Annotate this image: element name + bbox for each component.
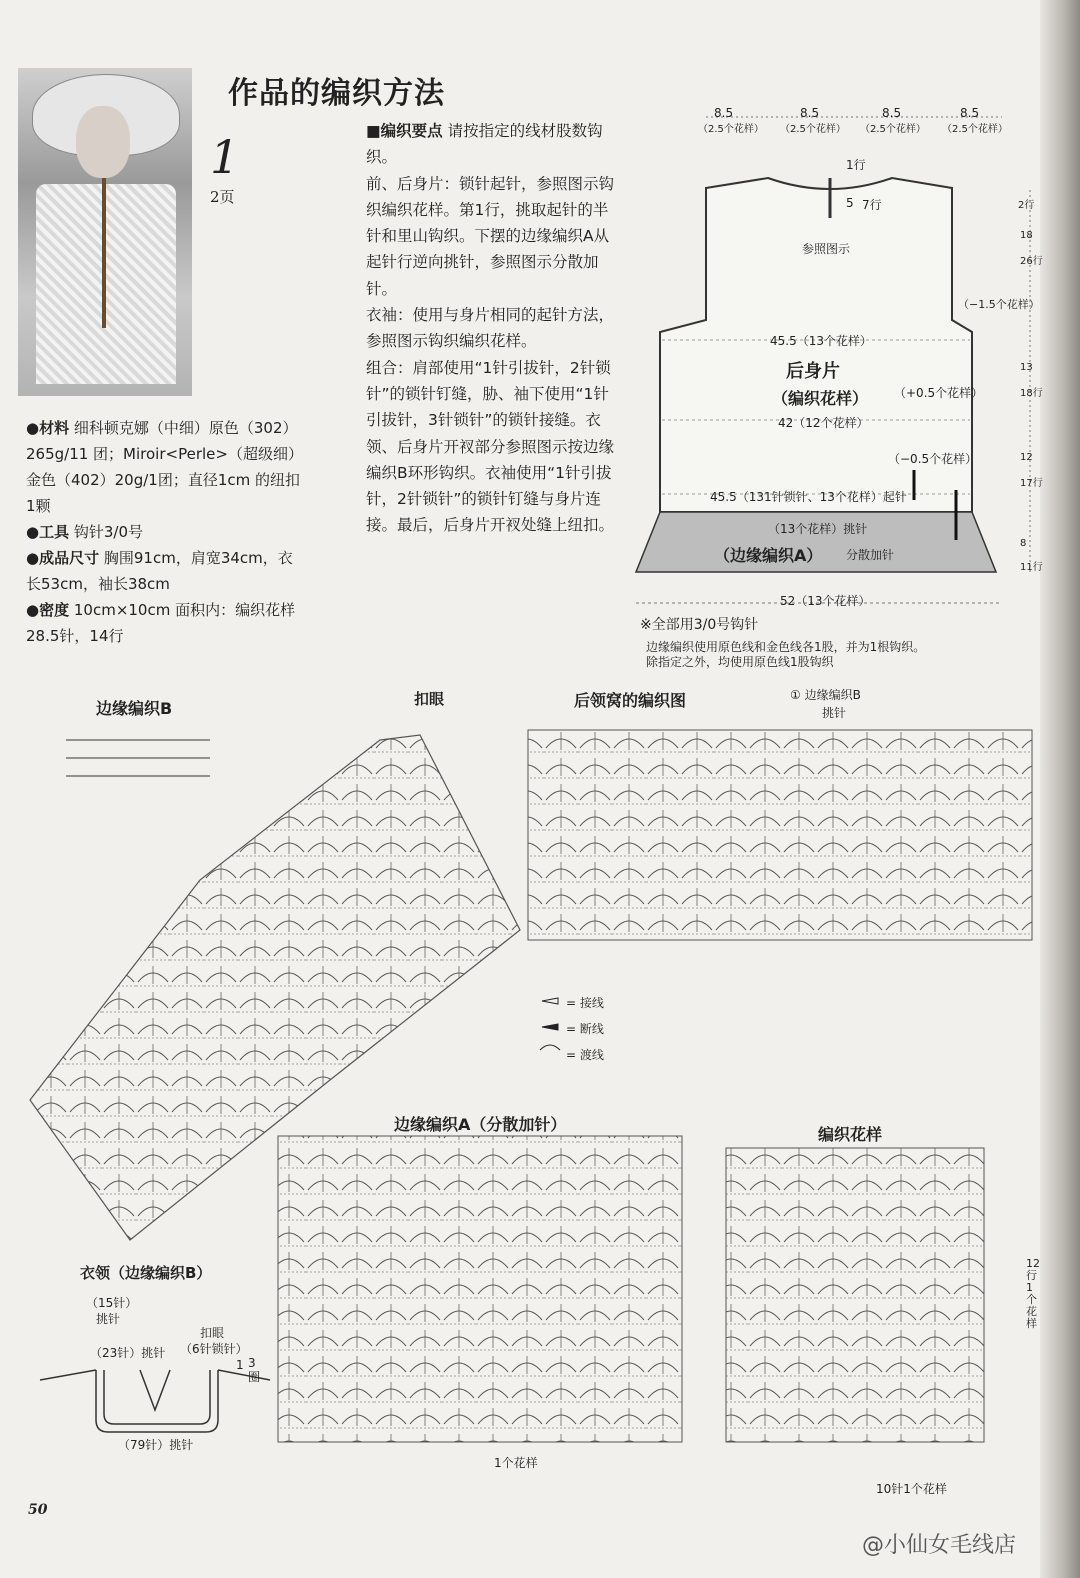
buttonhole-title: 扣眼 <box>414 690 445 708</box>
dim-sub-1: （2.5个花样） <box>698 124 764 135</box>
back-body-title: 后身片 <box>786 361 840 382</box>
collar-buttonhole: 扣眼 <box>200 1326 225 1340</box>
right-8: 17行 <box>1020 478 1043 489</box>
slit-1: 1行 <box>846 158 866 172</box>
edge-a-label: （边缘编织A） <box>714 546 823 565</box>
note-hook: ※全部用3/0号钩针 <box>640 617 759 633</box>
right-10: 11行 <box>1020 562 1043 573</box>
right-2: 18 <box>1020 230 1033 241</box>
width-4: （13个花样）挑针 <box>768 522 868 536</box>
pick-label: ① 边缘编织B <box>790 688 861 702</box>
gauge-label: ●密度 <box>26 601 70 619</box>
points-label: ■编织要点 <box>366 122 443 140</box>
collar-rounds-3: 3 <box>248 1356 256 1370</box>
back-body-subtitle: （编织花样） <box>772 389 869 408</box>
page-title: 作品的编织方法 <box>228 76 445 111</box>
dim-top-3: 8.5 <box>882 106 902 120</box>
page-ref: 2页 <box>210 188 235 206</box>
collar-23: （23针）挑针 <box>90 1346 166 1360</box>
pattern-title: 编织花样 <box>818 1125 883 1144</box>
tools-text: 钩针3/0号 <box>73 523 144 541</box>
right-3: 26行 <box>1020 256 1043 267</box>
slit-5: 5 <box>846 196 854 210</box>
collar-rounds-1: 1 <box>236 1358 244 1372</box>
materials-text: 细科顿克娜（中细）原色（302）265g/11 团；Miroir<Perle>（超级细）金色（402）20g/1团；直径1cm 的纽扣1颗 <box>26 419 303 515</box>
dim-sub-4: （2.5个花样） <box>942 124 1008 135</box>
dim-top-2: 8.5 <box>800 106 820 120</box>
legend-symbols <box>540 998 560 1050</box>
collar-title: 衣领（边缘编织B） <box>80 1264 212 1282</box>
points-sleeve: 衣袖：使用与身片相同的起针方法，参照图示钩织编织花样。 <box>366 306 615 351</box>
width-5: 52（13个花样） <box>780 594 871 608</box>
edge-b-chart <box>66 740 210 776</box>
page-number: 50 <box>28 1502 48 1518</box>
collar-6ch: （6针锁针） <box>180 1342 248 1356</box>
watermark: @小仙女毛线店 <box>862 1533 1017 1558</box>
repeat-1: 1个花样 <box>494 1456 538 1470</box>
size-text: 胸围91cm，肩宽34cm，衣长53cm，袖长38cm <box>26 549 293 593</box>
pattern-chart <box>726 1148 984 1442</box>
right-7: 12 <box>1020 452 1033 463</box>
legend-carry: = 渡线 <box>566 1048 604 1062</box>
right-1: 2行 <box>1018 200 1035 211</box>
ref-text: 参照图示 <box>802 242 851 256</box>
dim-sub-2: （2.5个花样） <box>780 124 846 135</box>
gauge-text: 10cm×10cm 面积内：编织花样28.5针，14行 <box>26 601 296 645</box>
edge-b-title: 边缘编织B <box>96 699 173 718</box>
dim-top-4: 8.5 <box>960 106 980 120</box>
collar-diagram <box>40 1370 270 1432</box>
collar-15: （15针） <box>86 1296 138 1310</box>
tools-label: ●工具 <box>26 523 70 541</box>
width-3: 45.5（131针锁针、13个花样）起针 <box>710 490 907 504</box>
collar-pick: 挑针 <box>96 1312 121 1326</box>
pick-label-2: 挑针 <box>822 706 847 720</box>
collar-79: （79针）挑针 <box>118 1438 194 1452</box>
materials-label: ●材料 <box>26 419 70 437</box>
right-4: （−1.5个花样） <box>958 298 1040 311</box>
inc-note: （+0.5个花样） <box>894 386 984 400</box>
neckline-title: 后领窝的编织图 <box>574 691 687 710</box>
note-yarn <box>646 640 925 670</box>
collar-rounds-unit: 圈 <box>248 1370 261 1384</box>
slit-7: 7行 <box>862 198 882 212</box>
rows-12: 12行1个花样 <box>1026 1257 1040 1330</box>
width-1: 45.5（13个花样） <box>770 334 872 348</box>
legend-cut: = 断线 <box>566 1022 604 1036</box>
points-assembly: 组合：肩部使用“1针引拔针，2针锁针”的锁针钉缝，胁、袖下使用“1针引拔针，3针锁针”的锁针接缝。衣领、后身片开衩部分参照图示按边缘编织B环形钩织。衣袖使用“1针引拔针，2针锁针”的锁针钉缝与身片连接。最后，后身片开衩处缝上纽扣。 <box>366 358 615 535</box>
edge-a-note: 分散加针 <box>846 548 895 562</box>
width-2: 42（12个花样） <box>778 416 869 430</box>
right-5: 13 <box>1020 362 1033 373</box>
edge-a-chart <box>278 1136 682 1442</box>
repeat-2: 10针1个花样 <box>876 1482 947 1496</box>
edge-a-title: 边缘编织A（分散加针） <box>394 1115 567 1134</box>
dec-note: （−0.5个花样） <box>888 452 978 466</box>
dim-sub-3: （2.5个花样） <box>860 124 926 135</box>
note-yarn-1: 边缘编织使用原色线和金色线各1股，并为1根钩织。 <box>646 640 926 654</box>
dim-top-1: 8.5 <box>714 106 734 120</box>
back-neckline-chart <box>528 730 1032 940</box>
points-body: 前、后身片：锁针起针，参照图示钩织编织花样。第1行，挑取起针的半针和里山钩织。下摆的边缘编织A从起针行逆向挑针，参照图示分散加针。 <box>366 174 615 298</box>
size-label: ●成品尺寸 <box>26 549 100 567</box>
legend-join: = 接线 <box>566 996 604 1010</box>
item-number: 1 <box>210 130 240 184</box>
points-intro: 请按指定的线材股数钩织。 <box>366 122 603 167</box>
right-6: 18行 <box>1020 388 1043 399</box>
right-9: 8 <box>1020 538 1027 549</box>
note-yarn-2: 除指定之外，均使用原色线1股钩织 <box>646 655 834 669</box>
